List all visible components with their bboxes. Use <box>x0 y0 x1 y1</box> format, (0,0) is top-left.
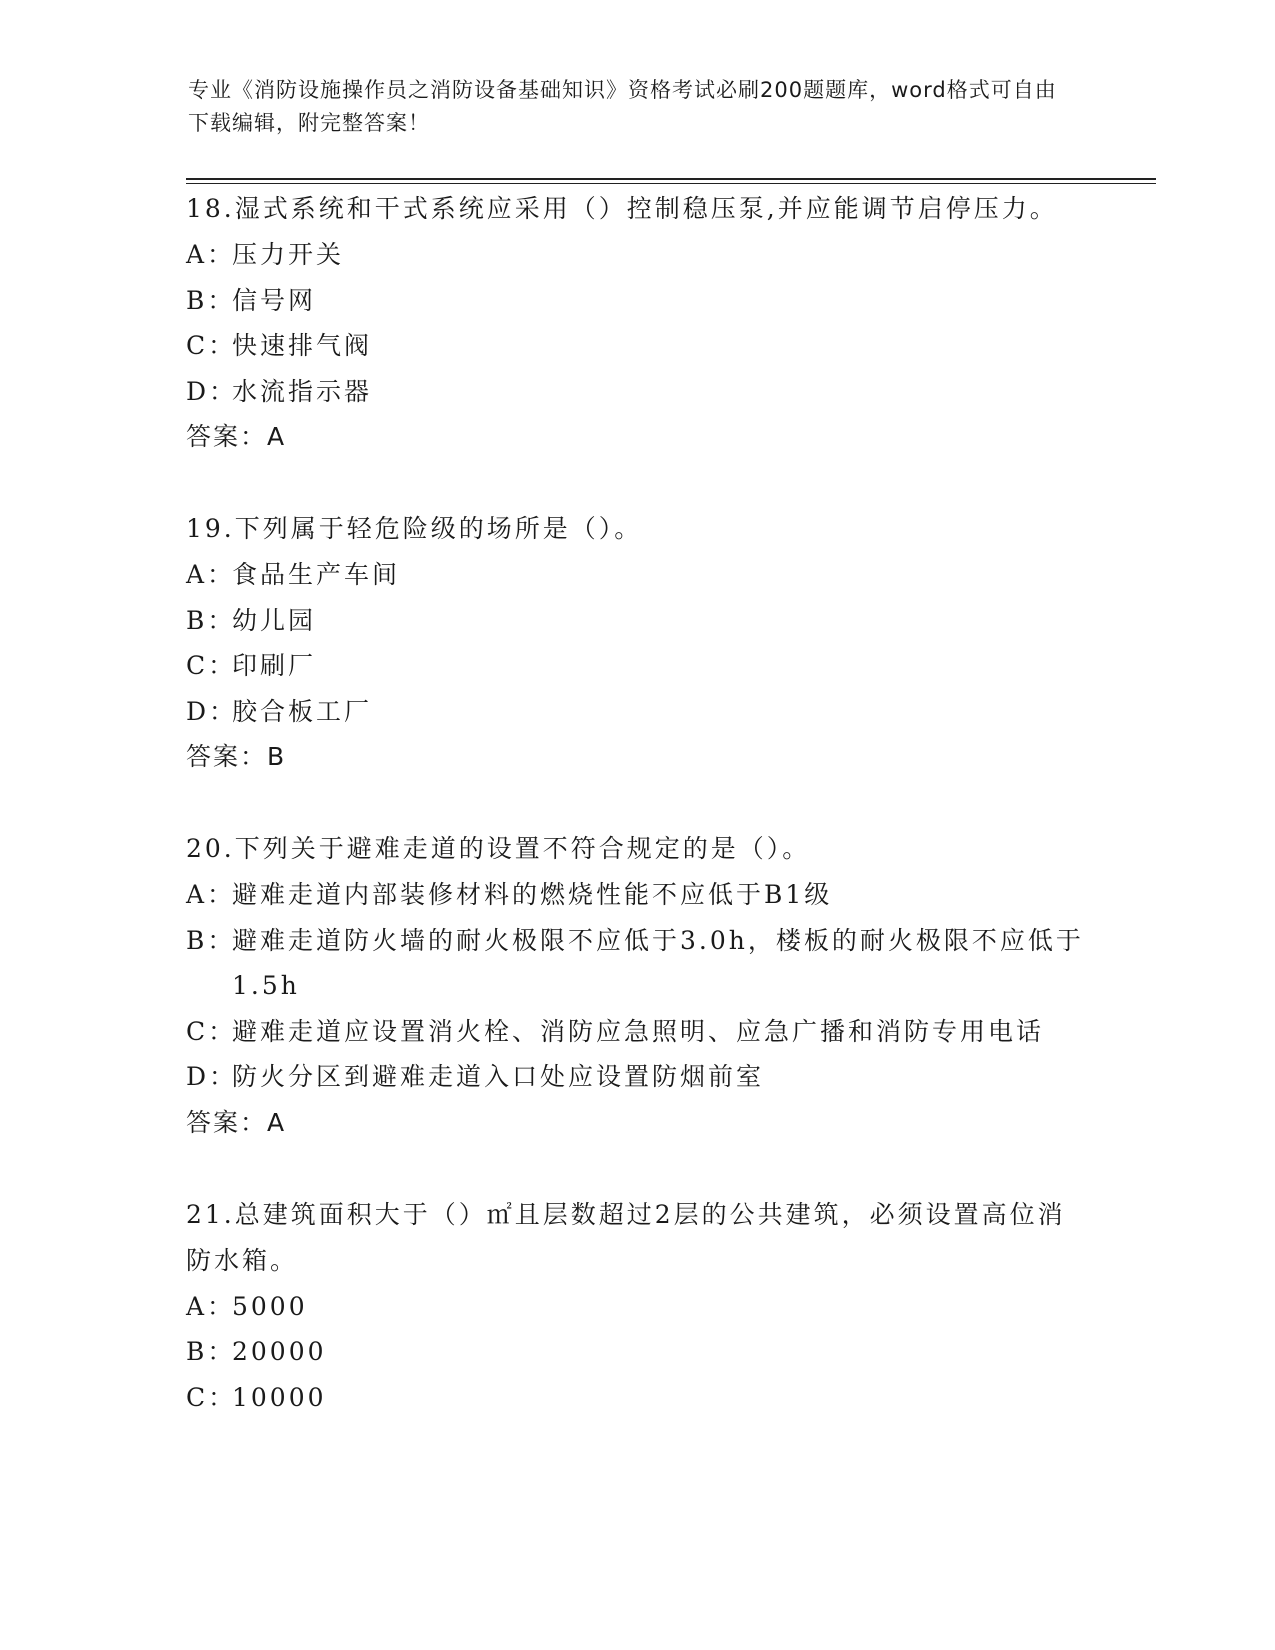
option-text: 胶合板工厂 <box>232 696 373 726</box>
option-key: C： <box>186 651 237 680</box>
question-18 <box>186 186 1086 460</box>
option-text: 信号网 <box>232 285 317 315</box>
option-key: D： <box>186 696 238 726</box>
option-text: 10000 <box>232 1382 327 1412</box>
option-key: A： <box>186 880 236 909</box>
option-text: 20000 <box>232 1337 327 1366</box>
option-key: B： <box>186 285 236 315</box>
option-key: A： <box>186 1291 236 1321</box>
option-key: A： <box>186 560 236 589</box>
option-key: B： <box>186 605 236 635</box>
option-b <box>186 278 1086 324</box>
option-d <box>186 689 1086 735</box>
document-header: 专业《消防设施操作员之消防设备基础知识》资格考试必刷200题题库，word格式可自由下载编辑，附完整答案！ <box>188 78 1057 135</box>
option-c <box>186 1375 1086 1421</box>
option-a <box>186 872 1086 918</box>
option-a <box>186 1284 1086 1330</box>
option-a <box>186 232 1086 278</box>
option-c <box>186 643 1086 689</box>
question-19 <box>186 506 1086 780</box>
option-text: 5000 <box>232 1291 308 1321</box>
option-text: 避难走道应设置消火栓、消防应急照明、应急广播和消防专用电话 <box>232 1016 1045 1046</box>
option-key: B： <box>186 1337 236 1366</box>
option-d <box>186 369 1086 415</box>
option-key: A： <box>186 240 236 269</box>
option-text: 避难走道防火墙的耐火极限不应低于3.0h，楼板的耐火极限不应低于1.5h <box>232 925 1084 1000</box>
option-text: 幼儿园 <box>232 605 317 635</box>
question-stem: 20.下列关于避难走道的设置不符合规定的是（）。 <box>186 834 811 863</box>
option-text: 水流指示器 <box>232 376 373 406</box>
option-b <box>186 598 1086 644</box>
header-divider-thin <box>186 183 1156 184</box>
option-key: D： <box>186 376 238 406</box>
option-key: D： <box>186 1062 238 1091</box>
option-c <box>186 1009 1086 1055</box>
option-text: 避难走道内部装修材料的燃烧性能不应低于B1级 <box>232 880 833 909</box>
option-text: 印刷厂 <box>232 651 317 680</box>
option-key: C： <box>186 1016 237 1046</box>
option-d <box>186 1054 1086 1100</box>
option-b <box>186 1329 1086 1375</box>
header-divider-thick <box>186 178 1156 180</box>
answer-line: 答案：B <box>186 742 287 771</box>
question-stem: 18.湿式系统和干式系统应采用（）控制稳压泵,并应能调节启停压力。 <box>186 194 1058 223</box>
question-stem: 19.下列属于轻危险级的场所是（）。 <box>186 514 643 543</box>
answer-line: 答案：A <box>186 422 287 451</box>
option-c <box>186 323 1086 369</box>
option-text: 食品生产车间 <box>232 560 401 589</box>
option-a <box>186 552 1086 598</box>
option-key: C： <box>186 1382 237 1412</box>
option-text: 压力开关 <box>232 240 345 269</box>
option-b <box>186 918 1086 1009</box>
option-text: 防火分区到避难走道入口处应设置防烟前室 <box>232 1062 765 1091</box>
question-20 <box>186 826 1086 1146</box>
option-text: 快速排气阀 <box>232 331 373 360</box>
question-stem: 21.总建筑面积大于（）㎡且层数超过2层的公共建筑，必须设置高位消防水箱。 <box>186 1199 1066 1275</box>
option-key: C： <box>186 331 237 360</box>
option-key: B： <box>186 925 236 955</box>
question-21 <box>186 1192 1086 1421</box>
question-list <box>186 186 1086 1466</box>
answer-line: 答案：A <box>186 1107 287 1137</box>
